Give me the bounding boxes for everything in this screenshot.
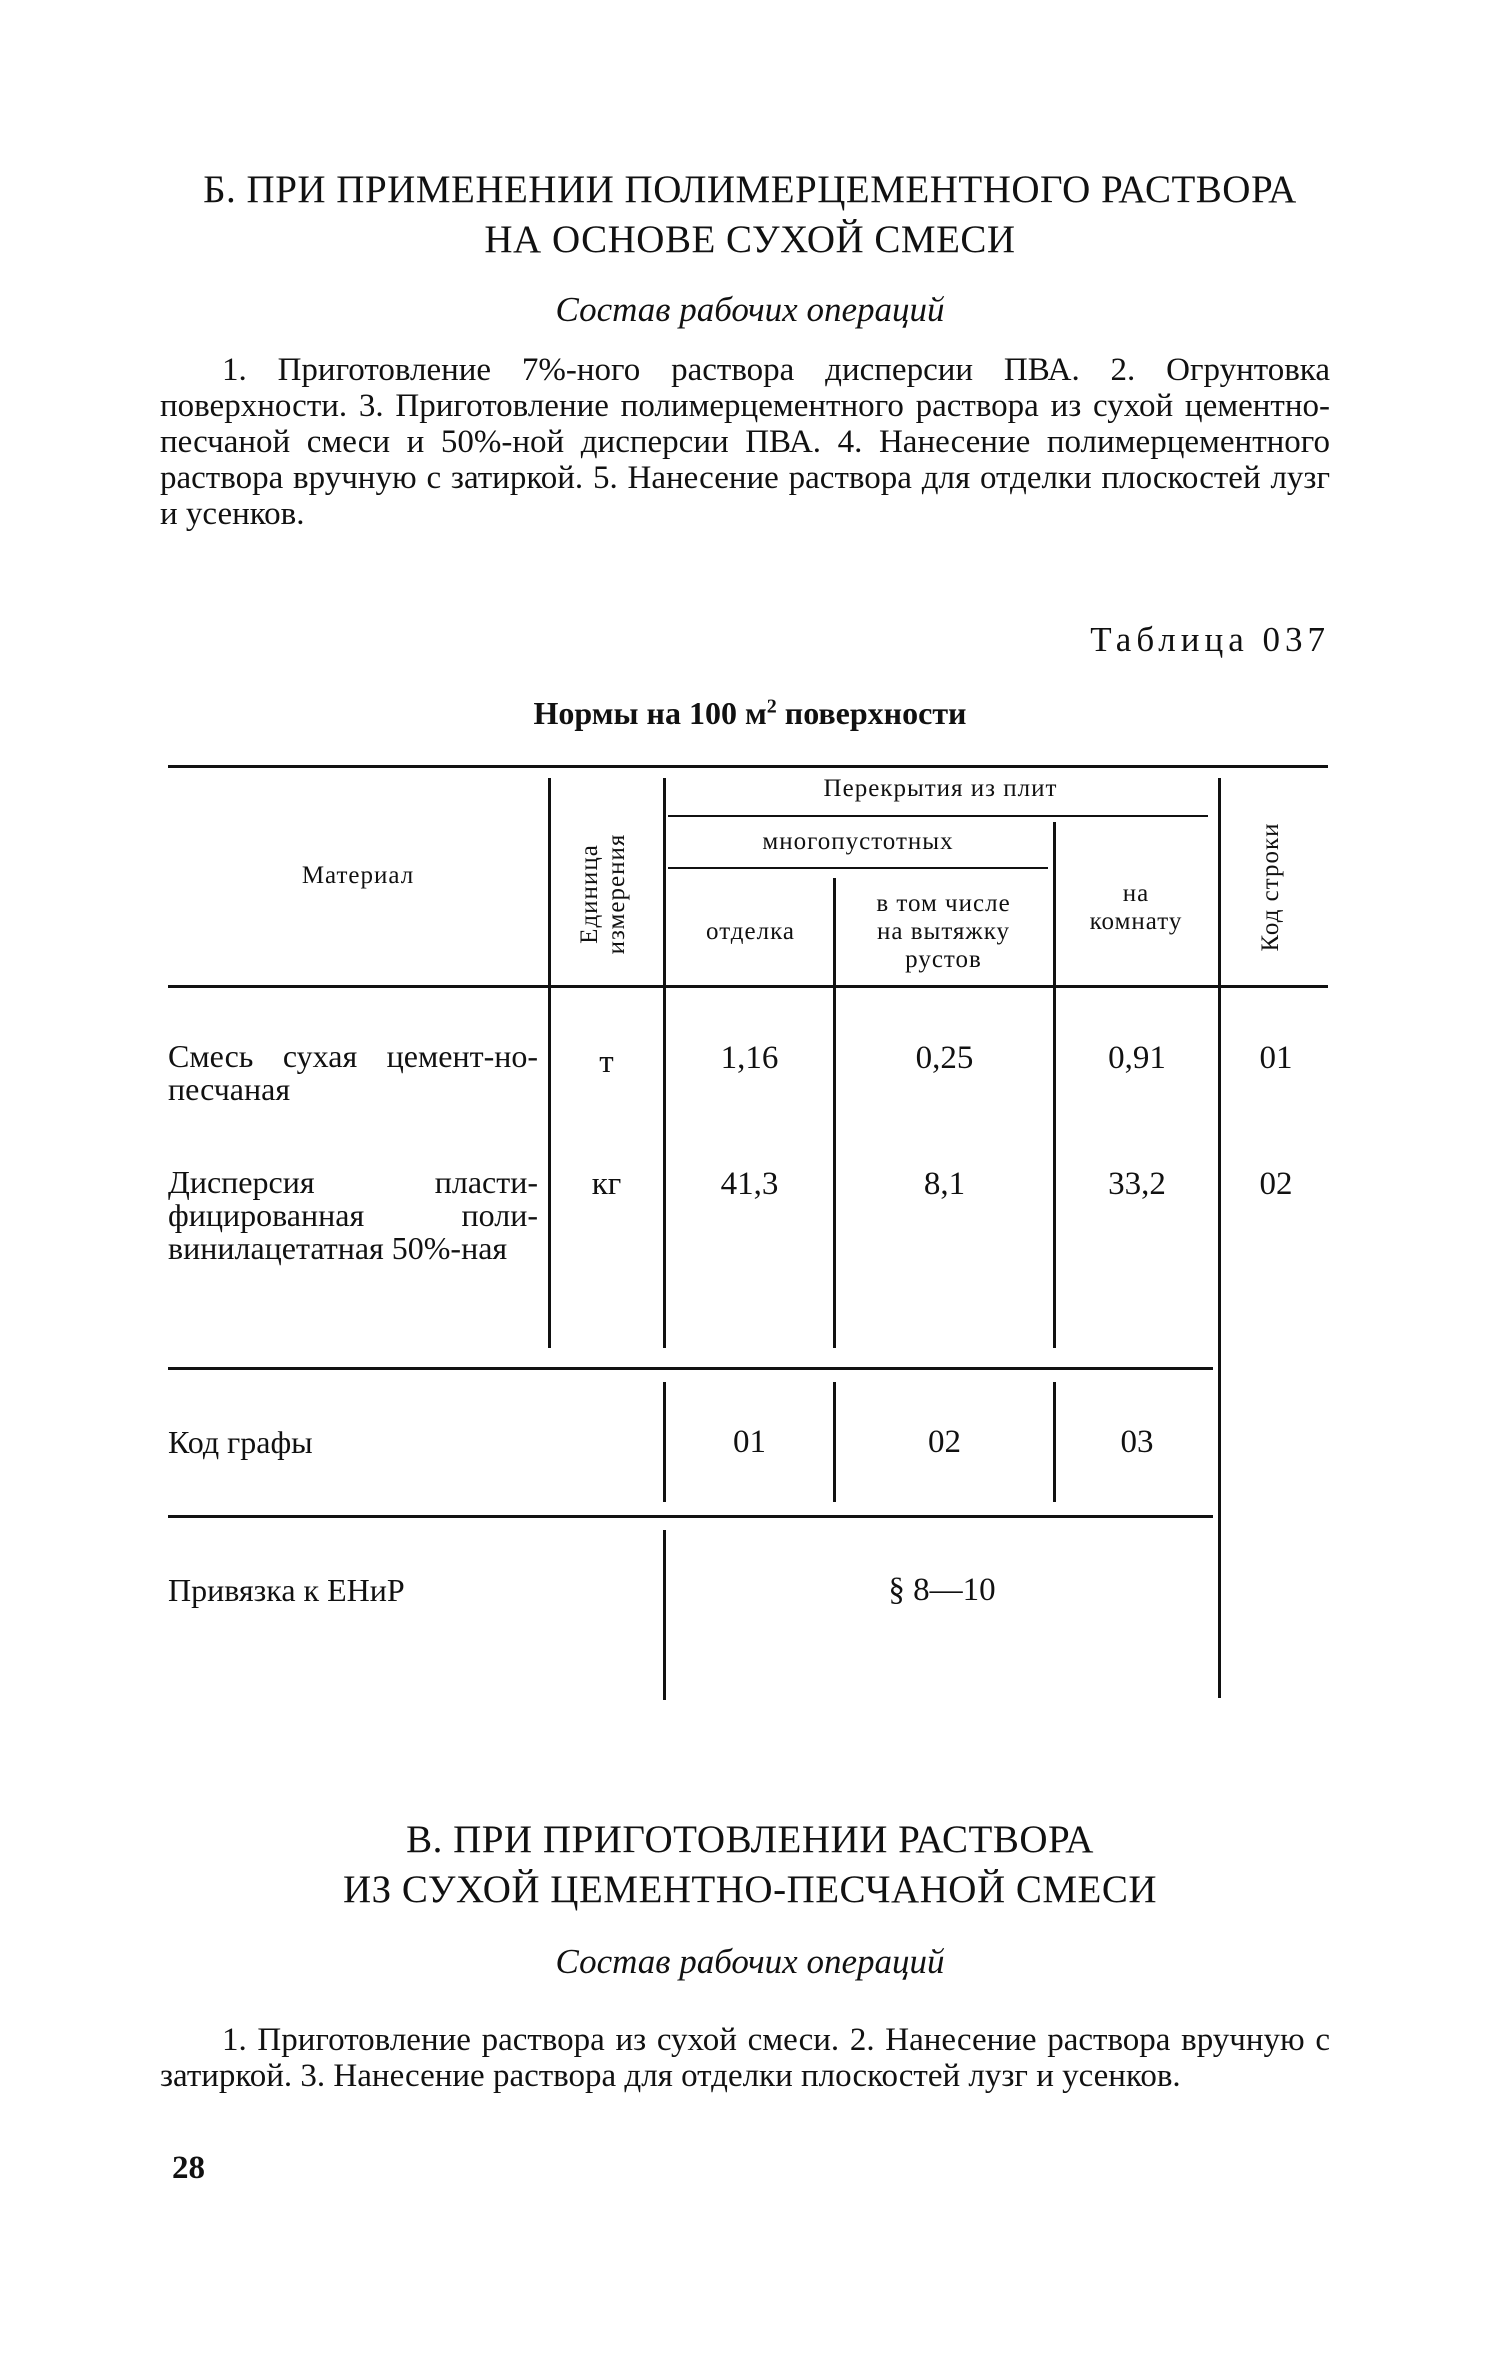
row1-rustication: 0,25 (915, 1040, 974, 1076)
enir-label: Привязка к ЕНиР (168, 1572, 405, 1608)
row1-code: 01 (1259, 1040, 1293, 1076)
section-b-subheading: Состав рабочих операций (555, 290, 945, 329)
row2-code: 02 (1259, 1166, 1293, 1202)
header-multi-hollow: многопустотных (762, 828, 954, 855)
header-finishing: отделка (706, 918, 795, 945)
table-title-sup: 2 (766, 695, 777, 718)
column-code-label: Код графы (168, 1424, 313, 1460)
header-rustication (836, 890, 1051, 974)
row2-unit: кг (591, 1166, 622, 1202)
section-b-paragraph: 1. Приготовление 7%-ного раствора дисперсии ПВА. 2. Огрунтовка поверхности. 3. Приготовление полимерцементного раствора из сухой цементно-песчаной смеси и 50%-ной дисперсии ПВА. 4. Нанесение полимерцементного раствора вручную с затиркой. 5. Нанесение раствора для отделки плоскостей лузг и усенков. (160, 352, 1330, 532)
section-v-subheading: Состав рабочих операций (555, 1942, 945, 1981)
body-bottom-rule (168, 1367, 1213, 1370)
section-v-heading-line1: В. ПРИ ПРИГОТОВЛЕНИИ РАСТВОРА (406, 1818, 1094, 1861)
slabs-header-rule (668, 815, 1208, 817)
header-slabs: Перекрытия из плит (823, 775, 1058, 802)
section-v-heading (160, 1815, 1340, 1915)
row1-per-room: 0,91 (1108, 1040, 1166, 1076)
row2-finishing: 41,3 (720, 1166, 779, 1202)
table-top-rule (168, 765, 1328, 768)
row1-finishing: 1,16 (720, 1040, 779, 1076)
header-per-room (1056, 880, 1216, 936)
row2-rustication: 8,1 (923, 1166, 966, 1202)
row1-material: Смесь сухая цемент-но-песчаная (168, 1038, 538, 1107)
header-material: Материал (301, 862, 415, 889)
section-b-heading-line2: НА ОСНОВЕ СУХОЙ СМЕСИ (484, 218, 1016, 261)
header-per-room-line1: на (1122, 880, 1150, 907)
page-number: 28 (172, 2150, 205, 2186)
row2-per-room: 33,2 (1108, 1166, 1166, 1202)
code-row-bottom-rule (168, 1515, 1213, 1518)
header-row-code: Код строки (1257, 822, 1284, 952)
header-unit (576, 774, 632, 1014)
section-v-heading-line2: ИЗ СУХОЙ ЦЕМЕНТНО-ПЕСЧАНОЙ СМЕСИ (342, 1868, 1158, 1911)
header-per-room-line2: комнату (1089, 908, 1183, 935)
header-rustication-line3: рустов (905, 946, 982, 973)
column-code-1: 01 (733, 1424, 766, 1460)
header-rustication-line2: на вытяжку (877, 918, 1010, 945)
table-number: Таблица 037 (1090, 620, 1330, 659)
section-b-heading-line1: Б. ПРИ ПРИМЕНЕНИИ ПОЛИМЕРЦЕМЕНТНОГО РАСТВОРА (203, 168, 1297, 211)
header-bottom-rule (168, 985, 1328, 988)
row1-unit: т (599, 1044, 614, 1080)
header-unit-line1: Единица (576, 844, 603, 944)
header-unit-line2: измерения (603, 833, 630, 955)
multi-hollow-header-rule (668, 867, 1048, 869)
column-code-3: 03 (1120, 1424, 1154, 1460)
row2-material: Дисперсия пласти-фицированная поли-винилацетатная 50%-ная (168, 1164, 538, 1266)
table-title (160, 695, 1340, 732)
table-title-suffix: поверхности (776, 695, 967, 731)
header-rustication-line1: в том числе (876, 890, 1011, 917)
section-v-paragraph: 1. Приготовление раствора из сухой смеси. 2. Нанесение раствора вручную с затиркой. 3. Нанесение раствора для отделки плоскостей лузг и усенков. (160, 2022, 1330, 2094)
enir-value: § 8—10 (888, 1572, 996, 1608)
vline-room (1218, 778, 1221, 1698)
column-code-2: 02 (928, 1424, 961, 1460)
table-title-prefix: Нормы на 100 м (533, 695, 767, 731)
section-b-heading (160, 165, 1340, 265)
vline-unit-enir (663, 1530, 666, 1700)
